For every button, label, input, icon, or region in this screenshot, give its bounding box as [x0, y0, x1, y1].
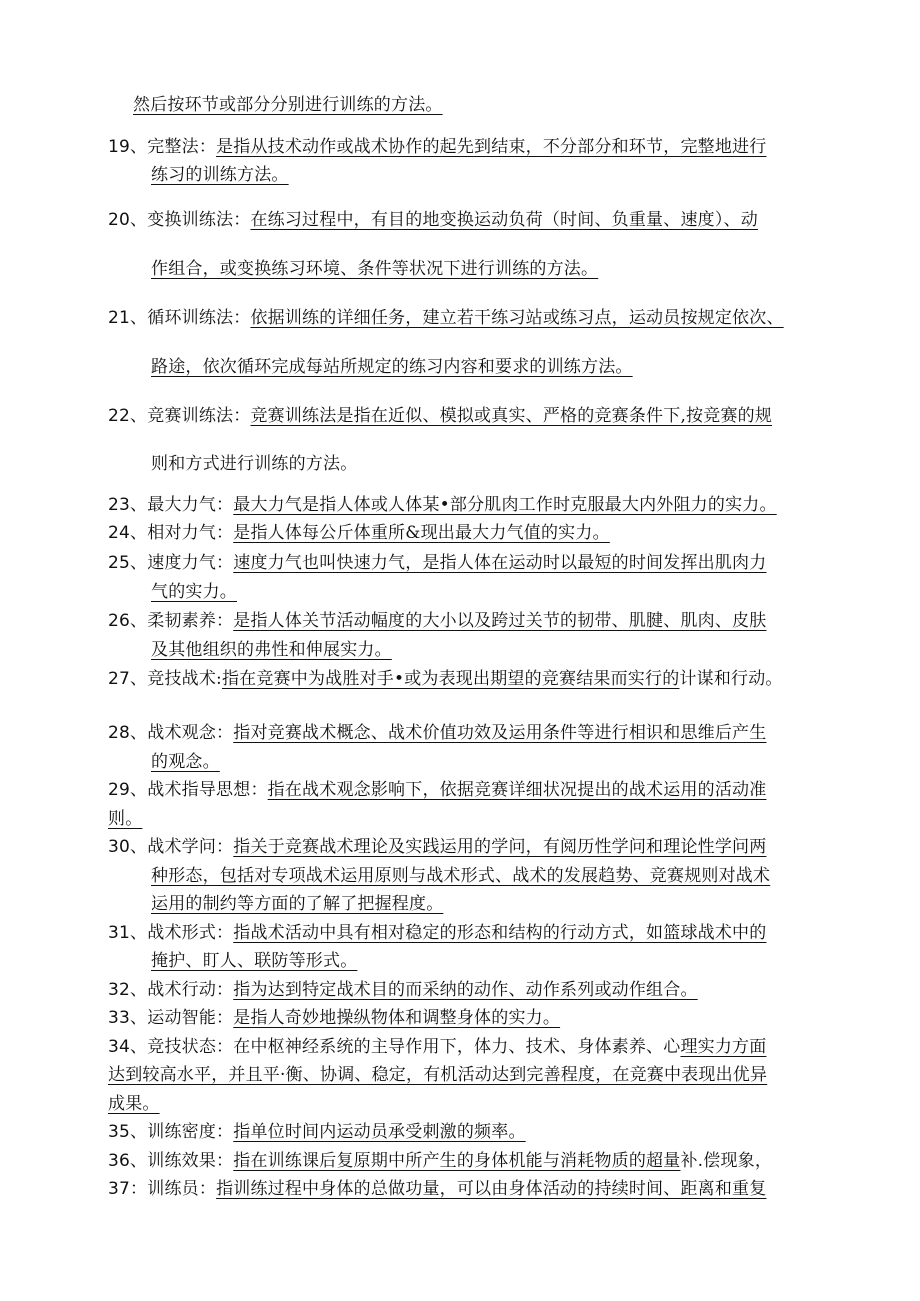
line-text: 则。 [108, 809, 143, 829]
line-text: 种形态，包括对专项战术运用原则与战术形式、战术的发展趋势、竞赛规则对战术 [151, 866, 771, 886]
entry-definition: 指战术活动中具有相对稳定的形态和结构的行动方式，如篮球战术中的 [233, 923, 767, 943]
text-line-7 [151, 355, 633, 379]
entry-tail: 计谋和行动。 [679, 669, 783, 689]
text-line-1 [133, 93, 443, 117]
entry-number: 36 [108, 1151, 131, 1171]
entry-number: 29 [108, 780, 131, 800]
text-line-18 [151, 750, 220, 774]
entry-number: 24 [108, 523, 131, 543]
entry-plain: 在中枢神经系统的主导作用下，体力、技术、身体素养、心 [233, 1037, 681, 1057]
entry-definition: 指训练过程中身体的总做功量，可以由身体活动的持续时间、距离和重复 [216, 1179, 767, 1199]
entry-term: 相对力气： [147, 523, 234, 543]
entry-separator: 、 [130, 210, 148, 230]
line-text: 则和方式进行训练的方法。 [151, 454, 358, 474]
line-text: 掩护、盯人、联防等形式。 [151, 951, 358, 971]
line-text: 运用的制约等方面的了解了把握程度。 [151, 894, 444, 914]
entry-separator: 、 [130, 1008, 148, 1028]
entry-term: 竞赛训练法： [147, 406, 251, 426]
line-text: 成果。 [108, 1094, 160, 1114]
entry-30 [108, 835, 766, 859]
entry-separator: 、 [130, 553, 148, 573]
entry-definition: 指在战术观念影响下，依据竞赛详细状况提出的战术运用的活动准 [267, 780, 767, 800]
text-line-15 [151, 638, 392, 662]
entry-term: 变换训练法： [147, 210, 251, 230]
entry-separator: 、 [130, 723, 148, 743]
text-line-23 [151, 892, 443, 916]
text-line-29 [108, 1063, 767, 1087]
entry-20 [108, 208, 758, 232]
entry-36 [108, 1149, 772, 1173]
text-line-22 [151, 864, 770, 888]
entry-number: 26 [108, 611, 131, 631]
entry-separator: 、 [130, 837, 148, 857]
entry-separator: 、 [130, 137, 148, 157]
entry-term: 速度力气： [147, 553, 234, 573]
line-text: 然后按环节或部分分别进行训练的方法。 [133, 95, 443, 115]
entry-23 [108, 493, 777, 517]
entry-definition: 指在竞赛中为战胜对手•或为表现出期望的竞赛结果而实行的 [221, 669, 680, 689]
entry-34 [108, 1035, 766, 1059]
entry-number: 20 [108, 210, 131, 230]
entry-separator: 、 [130, 1122, 148, 1142]
entry-25 [108, 551, 766, 575]
entry-separator: 、 [130, 1151, 148, 1171]
entry-term: 训练密度： [147, 1122, 234, 1142]
entry-definition: 指在训练课后复原期中所产生的身体机能与消耗物质的超量 [233, 1151, 681, 1171]
entry-definition: 是指从技术动作或战术协作的起先到结束，不分部分和环节，完整地进行 [216, 137, 767, 157]
entry-number: 33 [108, 1008, 131, 1028]
entry-term: 战术形式： [147, 923, 234, 943]
entry-definition: 依据训练的详细任务，建立若干练习站或练习点，运动员按规定依次、 [250, 308, 784, 328]
entry-28 [108, 721, 766, 745]
entry-term: 柔韧素养： [147, 611, 234, 631]
entry-29 [108, 778, 766, 802]
text-line-25 [151, 949, 357, 973]
text-line-30 [108, 1092, 160, 1116]
entry-term: 完整法： [147, 137, 217, 157]
text-line-9 [151, 452, 357, 476]
entry-32 [108, 978, 698, 1002]
entry-number: 31 [108, 923, 131, 943]
entry-21 [108, 306, 784, 330]
entry-term: 战术指导思想： [147, 780, 268, 800]
line-text: 作组合，或变换练习环境、条件等状况下进行训练的方法。 [151, 259, 599, 279]
entry-number: 28 [108, 723, 131, 743]
entry-definition: 速度力气也叫快速力气，是指人体在运动时以最短的时间发挥出肌肉力 [233, 553, 767, 573]
entry-37 [108, 1177, 766, 1201]
entry-separator: 、 [130, 923, 148, 943]
entry-definition: 指对竞赛战术概念、战术价值功效及运用条件等进行相识和思维后产生 [233, 723, 767, 743]
text-line-13 [151, 580, 237, 604]
entry-separator: 、 [130, 780, 148, 800]
entry-separator: 、 [130, 669, 148, 689]
entry-term: 竞技战术: [147, 669, 222, 689]
entry-number: 30 [108, 837, 131, 857]
entry-number: 21 [108, 308, 131, 328]
entry-term: 训练效果： [147, 1151, 234, 1171]
text-line-3 [151, 163, 289, 187]
entry-35 [108, 1120, 526, 1144]
line-text: 的观念。 [151, 752, 220, 772]
entry-separator: 、 [130, 406, 148, 426]
entry-number: 22 [108, 406, 131, 426]
entry-number: 25 [108, 553, 131, 573]
entry-19 [108, 135, 766, 159]
entry-separator: 、 [130, 980, 148, 1000]
entry-term: 运动智能： [147, 1008, 234, 1028]
entry-33 [108, 1006, 560, 1030]
entry-term: 竞技状态： [147, 1037, 234, 1057]
entry-number: 37 [108, 1179, 131, 1199]
entry-definition: 是指人体每公斤体重所&现出最大力气值的实力。 [233, 523, 610, 543]
entry-definition: 是指人体关节活动幅度的大小以及跨过关节的韧带、肌腱、肌肉、皮肤 [233, 611, 767, 631]
entry-separator: 、 [130, 308, 148, 328]
entry-separator: 、 [130, 611, 148, 631]
entry-definition: 是指人奇妙地操纵物体和调整身体的实力。 [233, 1008, 561, 1028]
entry-definition: 理实力方面 [680, 1037, 767, 1057]
entry-26 [108, 609, 766, 633]
entry-term: 战术行动： [147, 980, 234, 1000]
entry-definition: 竞赛训练法是指在近似、模拟或真实、严格的竞赛条件下,按竞赛的规 [250, 406, 773, 426]
entry-22 [108, 404, 772, 428]
entry-separator: 、 [130, 523, 148, 543]
entry-definition: 在练习过程中，有目的地变换运动负荷（时间、负重量、速度）、动 [250, 210, 758, 230]
entry-31 [108, 921, 766, 945]
entry-definition: 指关于竞赛战术理论及实践运用的学问，有阅历性学问和理论性学问两 [233, 837, 767, 857]
entry-number: 32 [108, 980, 131, 1000]
line-text: 路途，依次循环完成每站所规定的练习内容和要求的训练方法。 [151, 357, 633, 377]
text-line-20 [108, 807, 142, 831]
line-text: 及其他组织的弗性和伸展实力。 [151, 640, 392, 660]
entry-term: 战术学问： [147, 837, 234, 857]
entry-term: 训练员： [147, 1179, 217, 1199]
entry-separator: 、 [130, 1037, 148, 1057]
line-text: 达到较高水平，并且平·衡、协调、稳定，有机活动达到完善程度，在竞赛中表现出优异 [108, 1065, 768, 1085]
entry-number: 27 [108, 669, 131, 689]
line-text: 气的实力。 [151, 582, 237, 602]
entry-definition: 指为达到特定战术目的而采纳的动作、动作系列或动作组合。 [233, 980, 698, 1000]
entry-term: 战术观念： [147, 723, 234, 743]
text-line-5 [151, 257, 598, 281]
entry-number: 34 [108, 1037, 131, 1057]
entry-27 [108, 667, 783, 691]
entry-number: 19 [108, 137, 131, 157]
entry-24 [108, 521, 610, 545]
entry-definition: 指单位时间内运动员承受刺激的频率。 [233, 1122, 526, 1142]
entry-tail: 补.偿现象， [680, 1151, 773, 1171]
entry-separator: 、 [130, 495, 148, 515]
entry-term: 最大力气： [147, 495, 234, 515]
entry-definition: 最大力气是指人体或人体某•部分肌肉工作时克服最大内外阻力的实力。 [233, 495, 777, 515]
line-text: 练习的训练方法。 [151, 165, 289, 185]
entry-number: 23 [108, 495, 131, 515]
entry-term: 循环训练法： [147, 308, 251, 328]
entry-number: 35 [108, 1122, 131, 1142]
entry-separator: ： [130, 1179, 148, 1199]
